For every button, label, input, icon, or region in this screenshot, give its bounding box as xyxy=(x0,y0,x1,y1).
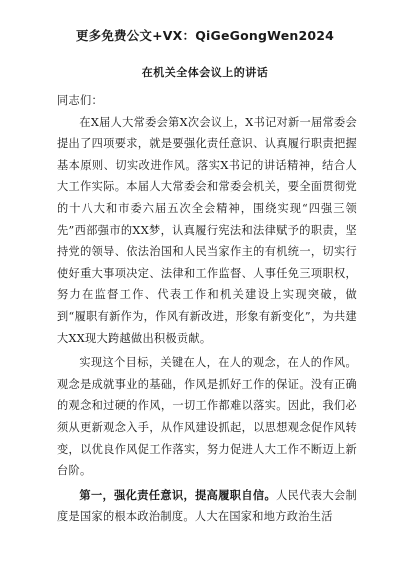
paragraph-3 xyxy=(57,485,357,528)
watermark-banner: 更多免费公文+VX：QiGeGongWen2024 xyxy=(75,28,335,43)
document-title: 在机关全体会议上的讲话 xyxy=(141,66,269,79)
paragraph-text: 实现这个目标，关键在人，在人的观念，在人的作风。观念是成就事业的基础，作风是抓好工作的保证。没有正确的观念和过硬的作风，一切工作都难以落实。因此，我们必须从更新观念入手，从作风建设抓起，以思想观念促作风转变，以优良作风促工作落实，努力促进人大工作不断迈上新台阶。 xyxy=(57,356,357,478)
paragraph-2 xyxy=(57,352,357,482)
paragraph-text: 人民代表大会制度是国家的根本政治制度。人大在国家和地方政治生活 xyxy=(57,488,357,524)
paragraph-text: 在X届人大常委会第X次会议上，X书记对新一届常委会提出了四项要求，就是要强化责任意识、认真履行职责把握基本原则、切实改进作风。落实X书记的讲话精神，结合人大工作实际。本届人大常委会和常委会机关，要全面贯彻党的十八大和市委六届五次全会精神，围绕实现“四强三领先”西部强市的XX梦，认真履行宪法和法律赋予的职责，坚持党的领导、依法治国和人民当家作主的有机统一，切实行使好重大事项决定、法律和工作监督、人事任免三项职权，努力在监督工作、代表工作和机关建设上实现突破，做到“履职有新作为，作风有新改进，形象有新变化”，为共建大XX现大跨越做出积极贡献。 xyxy=(57,115,357,345)
document-body xyxy=(57,90,357,531)
paragraph-1 xyxy=(57,112,357,350)
section-heading: 第一，强化责任意识，提高履职自信。 xyxy=(79,487,277,502)
salutation: 同志们： xyxy=(57,94,103,107)
